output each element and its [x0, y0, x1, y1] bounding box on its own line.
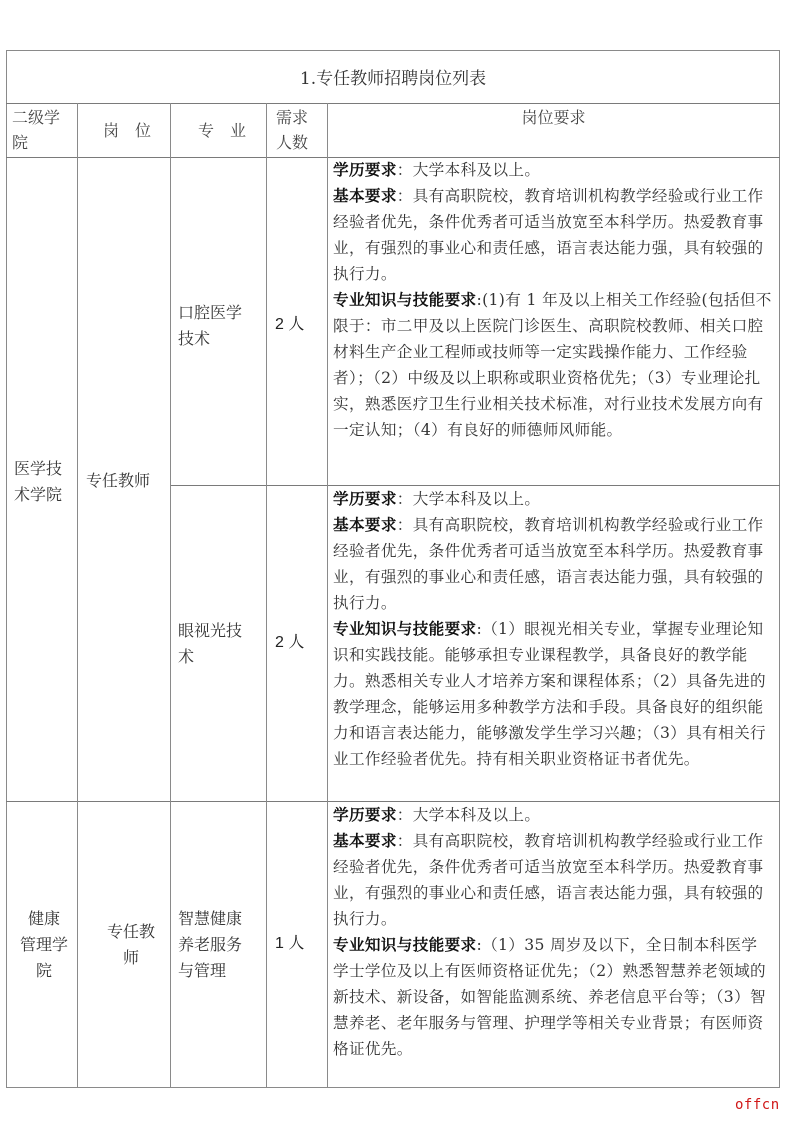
- watermark-logo: offcn: [735, 1097, 780, 1113]
- row-requirements: 学历要求：大学本科及以上。 基本要求：具有高职院校，教育培训机构教学经验或行业工作经验者优先，条件优秀者可适当放宽至本科学历。热爱教育事业，有强烈的事业心和责任感，语言表达能力强，具有较强的执行力。 专业知识与技能要求:（1）35 周岁及以下，全日制本科医学学士学位及以上有医师资格证优先；（2）熟悉智慧养老领域的新技术、新设备，如智能监测系统、养老信息平台等；（3）智慧养老、老年服务与管理、护理学等相关专业背景；有医师资格证优先。: [333, 805, 766, 1058]
- row-headcount: 1 人: [275, 935, 305, 952]
- header-headcount: 需求 人数: [276, 108, 309, 152]
- col-line-1: [77, 103, 78, 1088]
- row-major: 口腔医学 技术: [178, 303, 243, 348]
- row-headcount: 2 人: [275, 634, 305, 651]
- col-line-4: [327, 103, 328, 1088]
- row-requirements: 学历要求：大学本科及以上。 基本要求：具有高职院校，教育培训机构教学经验或行业工作经验者优先，条件优秀者可适当放宽至本科学历。热爱教育事业，有强烈的事业心和责任感，语言表达能力强，具有较强的执行力。 专业知识与技能要求:(1)有 1 年及以上相关工作经验(包括但不限于：市二甲及以上医院门诊医生、高职院校教师、相关口腔材料生产企业工程师或技师等一定实践操作能力、工作经验者）；（2）中级及以上职称或职业资格优先；（3）专业理论扎实，熟悉医疗卫生行业相关技术标准，对行业技术发展方向有一定认知；（4）有良好的师德师风师能。: [333, 160, 772, 439]
- header-position: 岗 位: [103, 121, 152, 140]
- row-major: 智慧健康 养老服务 与管理: [178, 909, 243, 980]
- row-position: 专任教 师: [106, 922, 155, 967]
- table-title: 1.专任教师招聘岗位列表: [299, 69, 487, 89]
- header-requirements: 岗位要求: [521, 108, 586, 127]
- row-college: 医学技 术学院: [14, 459, 63, 504]
- col-line-3: [266, 103, 267, 1088]
- divider-title: [6, 103, 780, 104]
- row-requirements: 学历要求：大学本科及以上。 基本要求：具有高职院校，教育培训机构教学经验或行业工作经验者优先，条件优秀者可适当放宽至本科学历。热爱教育事业，有强烈的事业心和责任感，语言表达能力强，具有较强的执行力。 专业知识与技能要求:（1）眼视光相关专业，掌握专业理论知识和实践技能。能够承担专业课程教学，具备良好的教学能力。熟悉相关专业人才培养方案和课程体系；（2）具备先进的教学理念，能够运用多种教学方法和手段。具备良好的组织能力和语言表达能力，能够激发学生学习兴趣；（3）具有相关行业工作经验者优先。持有相关职业资格证书者优先。: [333, 489, 766, 768]
- row-position: 专任教师: [86, 471, 151, 490]
- row-headcount: 2 人: [275, 316, 305, 333]
- header-major: 专 业: [198, 121, 247, 140]
- row-college: 健康 管理学 院: [19, 909, 68, 980]
- header-college: 二级学 院: [12, 108, 61, 152]
- col-line-2: [170, 103, 171, 1088]
- row-major: 眼视光技 术: [178, 621, 243, 666]
